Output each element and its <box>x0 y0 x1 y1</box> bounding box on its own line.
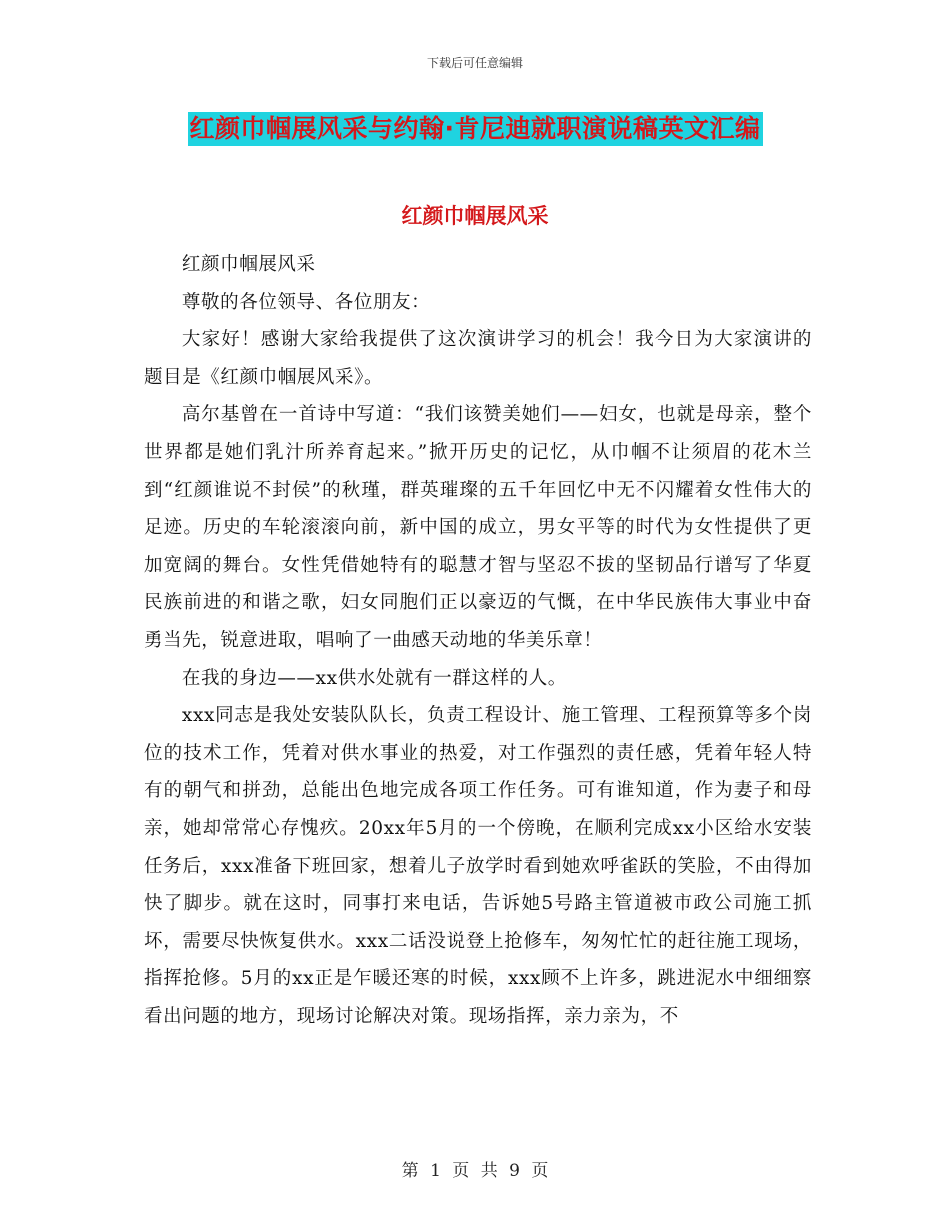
page-header-note: 下载后可任意编辑 <box>426 56 523 70</box>
paragraph-story: xxx同志是我处安装队队长，负责工程设计、施工管理、工程预算等多个岗位的技术工作，凭着对供水事业的热爱，对工作强烈的责任感，凭着年轻人特有的朝气和拼劲，总能出色地完成各项工作任务。可有谁知道，作为妻子和母亲，她却常常心存愧疚。20xx年5月的一个傍晚，在顺利完成xx小区给水安装任务后，xxx准备下班回家，想着儿子放学时看到她欢呼雀跃的笑脸，不由得加快了脚步。就在这时，同事打来电话，告诉她5号路主管道被市政公司施工抓坏，需要尽快恢复供水。xxx二话没说登上抢修车，匆匆忙忙的赶往施工现场，指挥抢修。5月的xx正是乍暖还寒的时候，xxx顾不上许多，跳进泥水中细细察看出问题的地方，现场讨论解决对策。现场指挥，亲力亲为，不 <box>144 705 812 1027</box>
main-title: 红颜巾帼展风采与约翰·肯尼迪就职演说稿英文汇编 <box>188 112 763 146</box>
document-body <box>144 246 812 1035</box>
page-number: 第 1 页 共 9 页 <box>401 1161 549 1181</box>
paragraph-speech-title: 红颜巾帼展风采 <box>181 254 316 275</box>
paragraph-salutation: 尊敬的各位领导、各位朋友： <box>181 291 431 313</box>
paragraph-greeting: 大家好！感谢大家给我提供了这次演讲学习的机会！我今日为大家演讲的题目是《红颜巾帼展风采》。 <box>144 329 812 388</box>
paragraph-intro-colleagues: 在我的身边——xx供水处就有一群这样的人。 <box>181 667 567 689</box>
paragraph-history: 高尔基曾在一首诗中写道：“我们该赞美她们——妇女，也就是母亲，整个世界都是她们乳汁所养育起来。”掀开历史的记忆，从巾帼不让须眉的花木兰到“红颜谁说不封侯”的秋瑾，群英璀璨的五千年回忆中无不闪耀着女性伟大的足迹。历史的车轮滚滚向前，新中国的成立，男女平等的时代为女性提供了更加宽阔的舞台。女性凭借她特有的聪慧才智与坚忍不拔的坚韧品行谱写了华夏民族前进的和谐之歌，妇女同胞们正以豪迈的气慨，在中华民族伟大事业中奋勇当先，锐意进取，唱响了一曲感天动地的华美乐章！ <box>144 404 812 651</box>
main-title-container <box>0 112 950 146</box>
section-title: 红颜巾帼展风采 <box>401 204 549 228</box>
